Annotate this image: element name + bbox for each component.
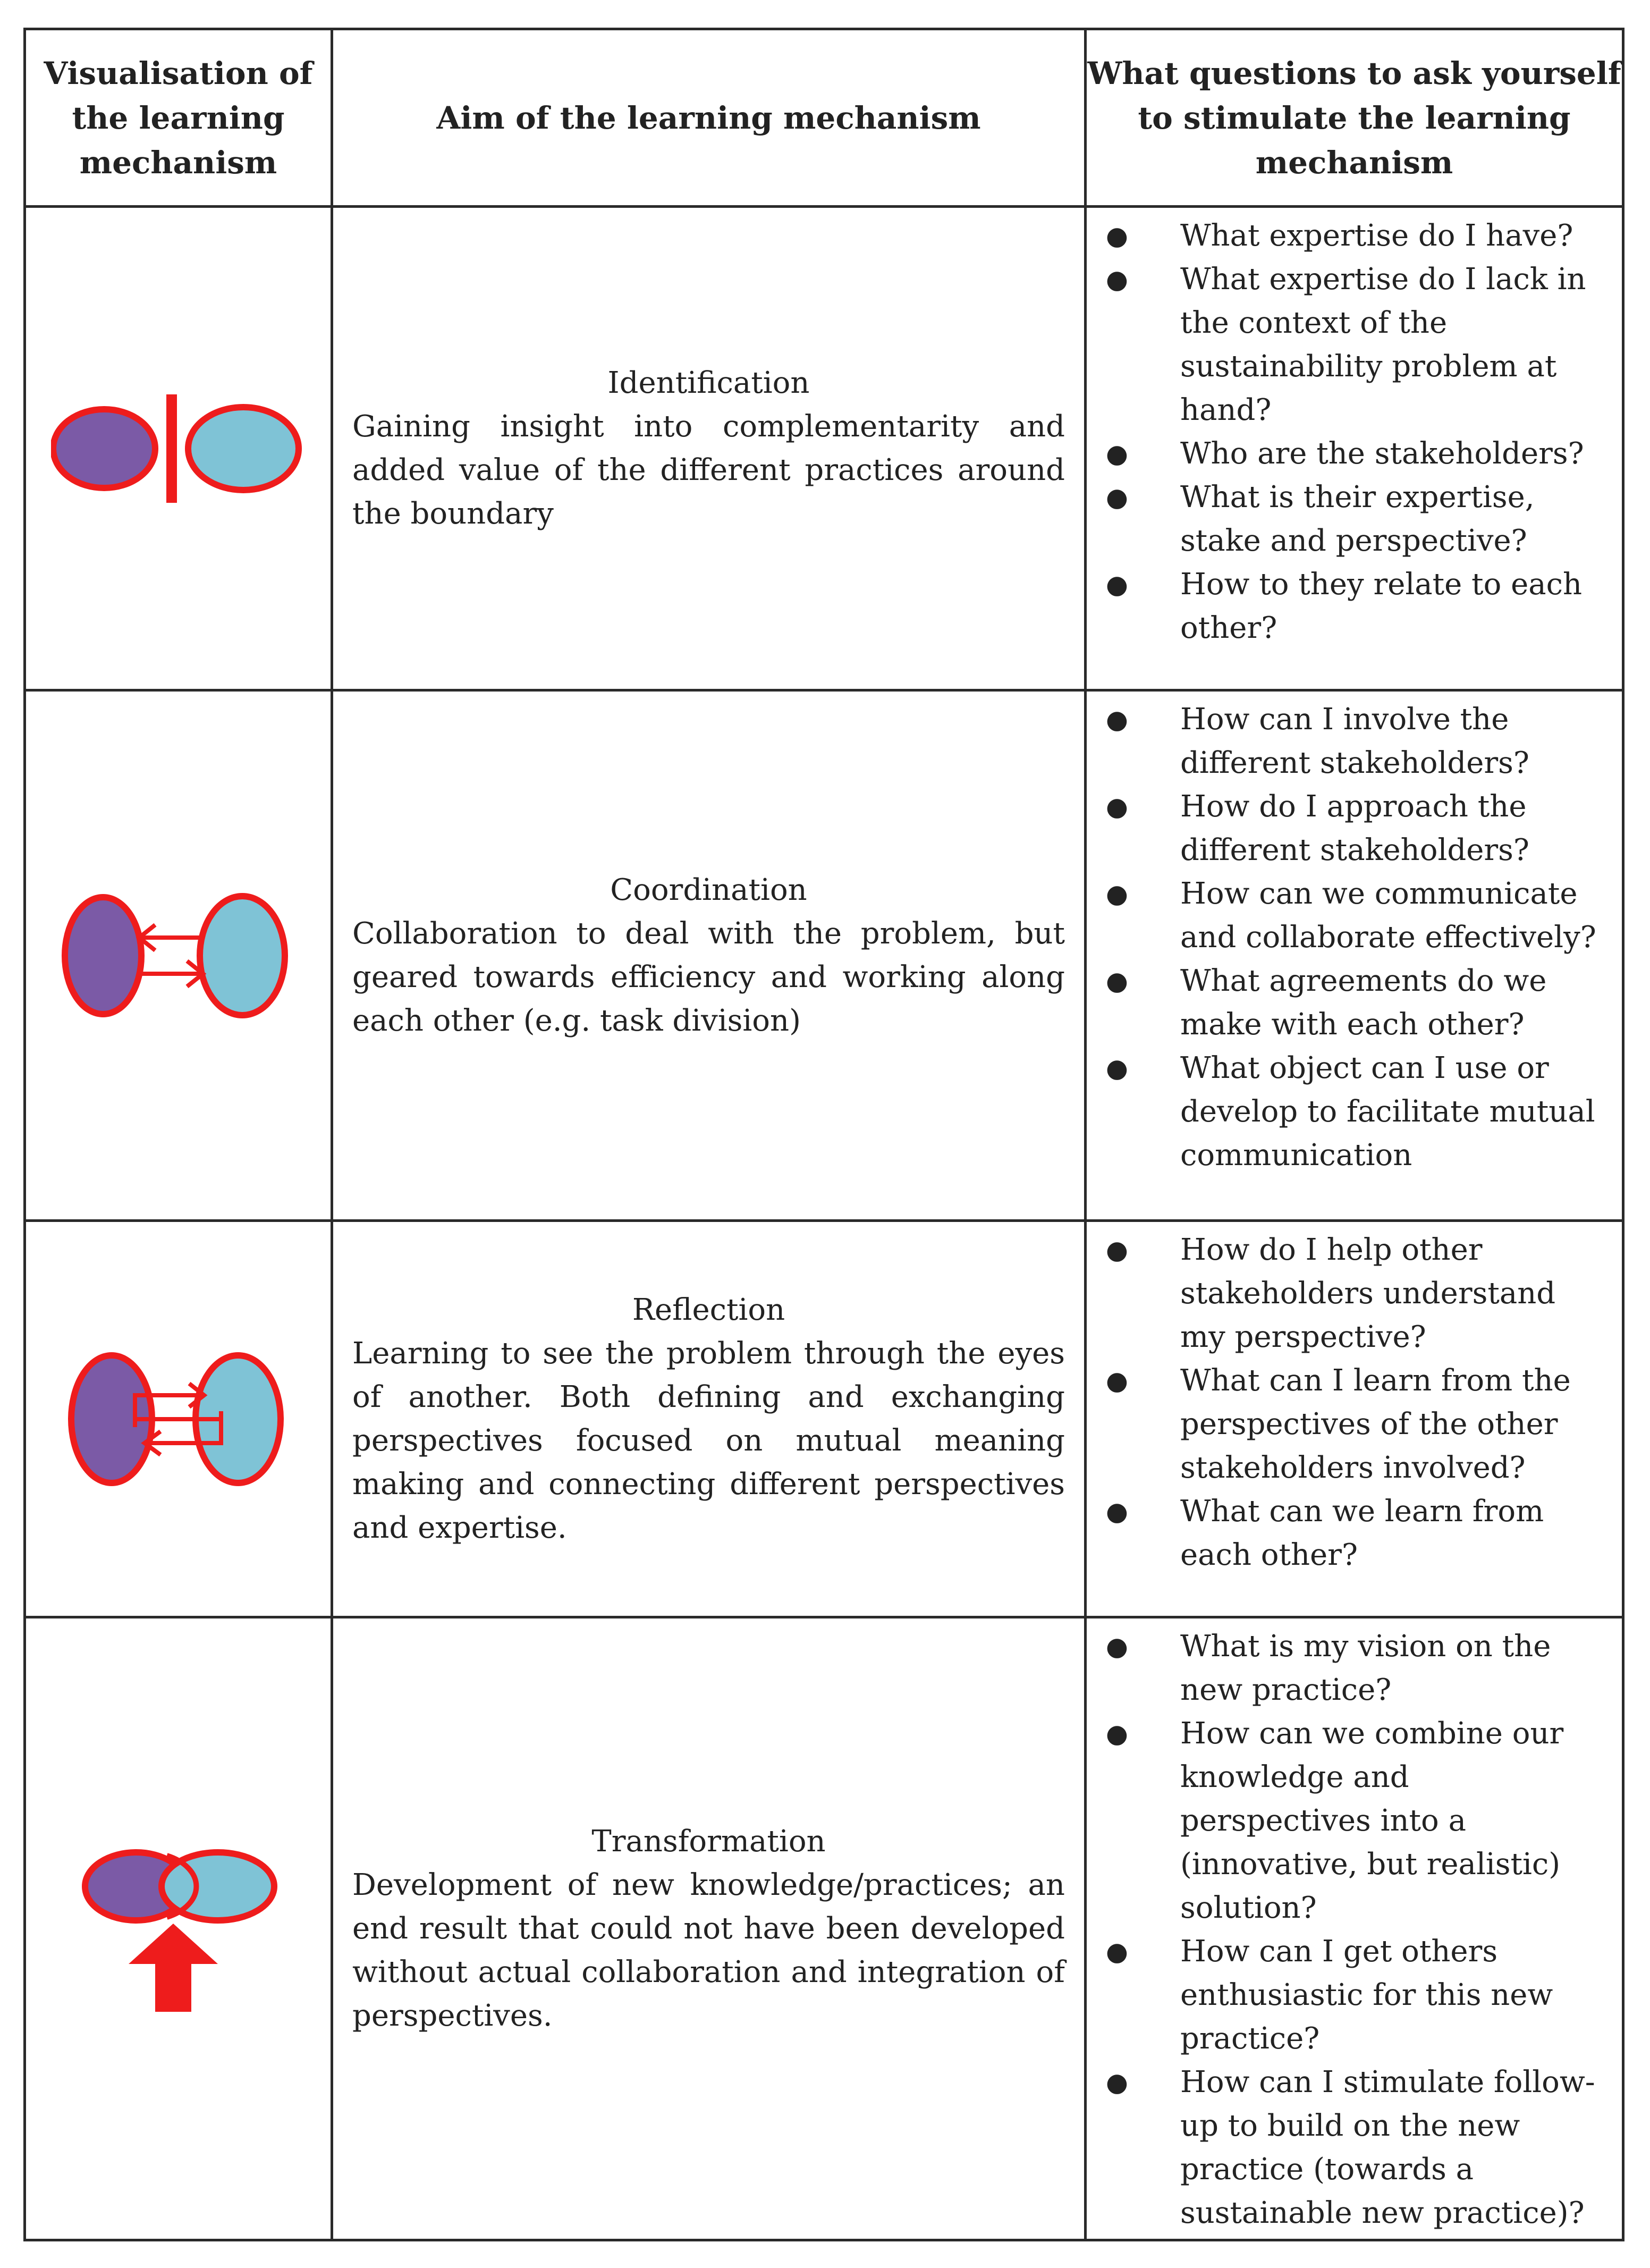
reflection-diagram-icon bbox=[67, 1347, 290, 1491]
question-text: How do I help other stakeholders understand my perspective? bbox=[1180, 1233, 1556, 1354]
question-text: How can we communicate and collaborate effectively? bbox=[1180, 876, 1596, 955]
identification-diagram-icon bbox=[51, 385, 306, 512]
learning-mechanisms-table bbox=[23, 28, 1624, 2241]
table-row-reflection bbox=[25, 1221, 1623, 1617]
question-item bbox=[1087, 2061, 1609, 2235]
questions-cell bbox=[1086, 207, 1623, 690]
question-item bbox=[1087, 785, 1609, 872]
aim-cell bbox=[332, 1221, 1086, 1617]
question-text: How can I stimulate follow-up to build on the new practice (towards a sustainable new practice)? bbox=[1180, 2065, 1595, 2230]
question-text: What agreements do we make with each other? bbox=[1180, 964, 1547, 1042]
question-item bbox=[1087, 258, 1609, 432]
bullet-icon: ● bbox=[1106, 1719, 1128, 1749]
transformation-diagram-icon bbox=[78, 1844, 280, 2014]
question-item bbox=[1087, 872, 1609, 959]
question-item bbox=[1087, 1930, 1609, 2061]
question-text: How can I involve the different stakeholders? bbox=[1180, 702, 1529, 780]
aim-title: Coordination bbox=[610, 872, 807, 907]
bullet-icon: ● bbox=[1106, 1497, 1128, 1527]
question-text: How to they relate to each other? bbox=[1180, 567, 1583, 645]
aim-description: Learning to see the problem through the eyes of another. Both defining and exchanging perspectives focused on mutual meaning making and connecting different perspectives and expertise. bbox=[352, 1336, 1065, 1545]
questions-cell bbox=[1086, 690, 1623, 1221]
aim-description: Gaining insight into complementarity and added value of the different practices around the boundary bbox=[352, 409, 1065, 531]
visualisation-cell bbox=[25, 1617, 332, 2240]
bullet-icon: ● bbox=[1106, 2068, 1128, 2097]
question-list bbox=[1087, 1228, 1609, 1577]
question-item bbox=[1087, 959, 1609, 1047]
questions-cell bbox=[1086, 1617, 1623, 2240]
bullet-icon: ● bbox=[1106, 1632, 1128, 1662]
question-text: How do I approach the different stakeholders? bbox=[1180, 789, 1529, 867]
question-item bbox=[1087, 214, 1609, 258]
aim-cell bbox=[332, 690, 1086, 1221]
question-item bbox=[1087, 698, 1609, 785]
question-list bbox=[1087, 698, 1609, 1177]
question-list bbox=[1087, 214, 1609, 650]
table-row-transformation bbox=[25, 1617, 1623, 2240]
question-item bbox=[1087, 563, 1609, 650]
question-list bbox=[1087, 1625, 1609, 2235]
question-item bbox=[1087, 1047, 1609, 1177]
question-item bbox=[1087, 476, 1609, 563]
question-item bbox=[1087, 1625, 1609, 1712]
table-row-identification bbox=[25, 207, 1623, 690]
visualisation-cell bbox=[25, 207, 332, 690]
question-text: What is their expertise, stake and perspective? bbox=[1180, 480, 1535, 558]
aim-cell bbox=[332, 207, 1086, 690]
question-item bbox=[1087, 432, 1609, 476]
bullet-icon: ● bbox=[1106, 1235, 1128, 1265]
aim-title: Identification bbox=[607, 365, 810, 400]
question-text: What expertise do I lack in the context of the sustainability problem at hand? bbox=[1180, 262, 1586, 427]
question-item bbox=[1087, 1228, 1609, 1359]
question-text: Who are the stakeholders? bbox=[1180, 436, 1584, 471]
bullet-icon: ● bbox=[1106, 1937, 1128, 1967]
aim-title: Transformation bbox=[591, 1824, 826, 1859]
visualisation-cell bbox=[25, 690, 332, 1221]
aim-cell bbox=[332, 1617, 1086, 2240]
visualisation-cell bbox=[25, 1221, 332, 1617]
question-item bbox=[1087, 1359, 1609, 1490]
bullet-icon: ● bbox=[1106, 265, 1128, 294]
question-text: What can we learn from each other? bbox=[1180, 1494, 1544, 1572]
table-header-row bbox=[25, 29, 1623, 207]
bullet-icon: ● bbox=[1106, 1366, 1128, 1396]
aim-description: Development of new knowledge/practices; an end result that could not have been developed without actual collaboration and integration of perspectives. bbox=[352, 1867, 1065, 2033]
question-text: What can I learn from the perspectives of the other stakeholders involved? bbox=[1180, 1363, 1571, 1485]
question-text: How can we combine our knowledge and perspectives into a (innovative, but realistic) solution? bbox=[1180, 1716, 1564, 1925]
bullet-icon: ● bbox=[1106, 705, 1128, 735]
learning-mechanisms-table-wrapper bbox=[23, 28, 1622, 2239]
bullet-icon: ● bbox=[1106, 1053, 1128, 1083]
question-item bbox=[1087, 1712, 1609, 1930]
bullet-icon: ● bbox=[1106, 483, 1128, 512]
header-visualisation: Visualisation of the learning mechanism bbox=[25, 29, 332, 207]
bullet-icon: ● bbox=[1106, 570, 1128, 600]
coordination-diagram-icon bbox=[62, 887, 295, 1025]
table-row-coordination bbox=[25, 690, 1623, 1221]
questions-cell bbox=[1086, 1221, 1623, 1617]
header-questions: What questions to ask yourself to stimulate the learning mechanism bbox=[1086, 29, 1623, 207]
question-text: What object can I use or develop to facilitate mutual communication bbox=[1180, 1051, 1595, 1173]
aim-title: Reflection bbox=[632, 1292, 785, 1327]
aim-description: Collaboration to deal with the problem, but geared towards efficiency and working along each other (e.g. task division) bbox=[352, 916, 1065, 1038]
question-text: What expertise do I have? bbox=[1180, 218, 1573, 253]
question-text: What is my vision on the new practice? bbox=[1180, 1629, 1551, 1707]
question-text: How can I get others enthusiastic for this new practice? bbox=[1180, 1934, 1553, 2056]
question-item bbox=[1087, 1490, 1609, 1577]
bullet-icon: ● bbox=[1106, 879, 1128, 909]
bullet-icon: ● bbox=[1106, 221, 1128, 251]
bullet-icon: ● bbox=[1106, 792, 1128, 822]
bullet-icon: ● bbox=[1106, 439, 1128, 469]
bullet-icon: ● bbox=[1106, 966, 1128, 996]
header-aim: Aim of the learning mechanism bbox=[332, 29, 1086, 207]
